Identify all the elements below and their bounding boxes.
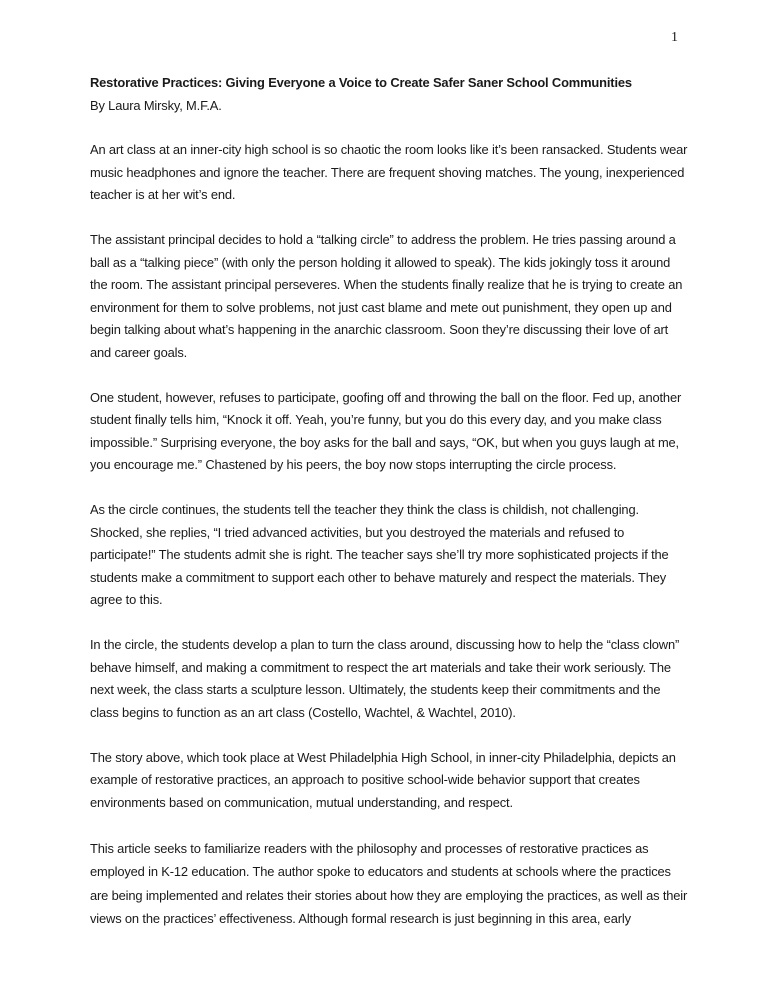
article-title: Restorative Practices: Giving Everyone a Voice to Create Safer Saner School Communities xyxy=(90,75,632,90)
paragraph: The story above, which took place at West Philadelphia High School, in inner-city Philadelphia, depicts an example of restorative practices, an approach to positive school-wide behavior support that creates environments based on communication, mutual understanding, and respect. xyxy=(90,749,676,810)
article-body xyxy=(90,72,690,931)
paragraph: An art class at an inner-city high school is so chaotic the room looks like it’s been ransacked. Students wear music headphones and ignore the teacher. There are frequent shoving matches. The young, inexperienced teacher is at her wit’s end. xyxy=(90,142,688,202)
paragraph: The assistant principal decides to hold a “talking circle” to address the problem. He tries passing around a ball as a “talking piece” (with only the person holding it allowed to speak). The kids jokingly toss it around the room. The assistant principal perseveres. When the students finally realize that he is trying to create an environment for them to solve problems, not just cast blame and mete out punishment, they open up and begin talking about what’s happening in the anarchic classroom. Soon they’re discussing their love of art and career goals. xyxy=(90,232,683,360)
page-number: 1 xyxy=(671,30,678,45)
paragraph: This article seeks to familiarize readers with the philosophy and processes of restorative practices as employed in K-12 education. The author spoke to educators and students at schools where the practices are being implemented and relates their stories about how they are employing the practices, as well as their views on the practices’ effectiveness. Although formal research is just beginning in this area, early xyxy=(90,840,688,926)
paragraph: In the circle, the students develop a plan to turn the class around, discussing how to help the “class clown” behave himself, and making a commitment to respect the art materials and take their work seriously. The next week, the class starts a sculpture lesson. Ultimately, the students keep their commitments and the class begins to function as an art class (Costello, Wachtel, & Wachtel, 2010). xyxy=(90,637,680,720)
article-byline: By Laura Mirsky, M.F.A. xyxy=(90,97,222,113)
paragraph: As the circle continues, the students tell the teacher they think the class is childish, not challenging. Shocked, she replies, “I tried advanced activities, but you destroyed the materials and refused to participate!” The students admit she is right. The teacher says she’ll try more sophisticated projects if the students make a commitment to support each other to behave maturely and respect the materials. They agree to this. xyxy=(90,502,669,607)
paragraph: One student, however, refuses to participate, goofing off and throwing the ball on the floor. Fed up, another student finally tells him, “Knock it off. Yeah, you’re funny, but you do this every day, and you make class impossible.” Surprising everyone, the boy asks for the ball and says, “OK, but when you guys laugh at me, you encourage me.” Chastened by his peers, the boy now stops interrupting the circle process. xyxy=(90,389,682,472)
